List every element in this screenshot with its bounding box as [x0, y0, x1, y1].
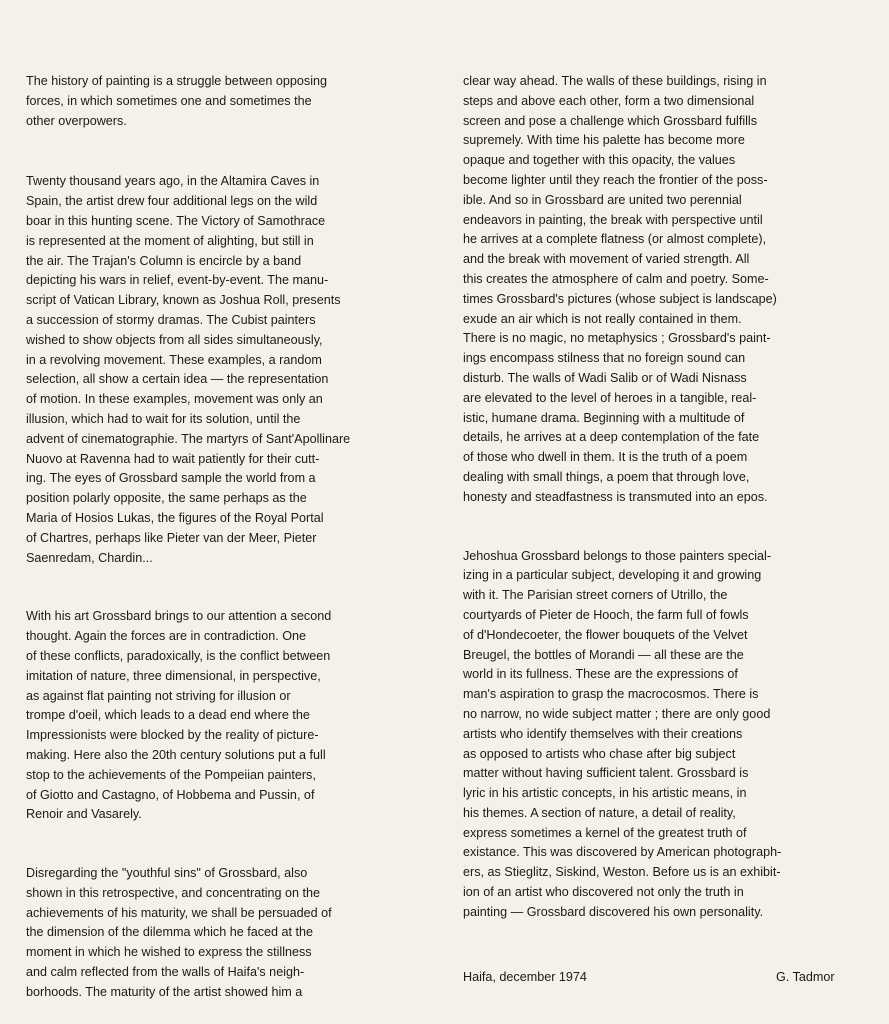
text-line: Impressionists were blocked by the reality of picture-	[26, 728, 319, 743]
text-line: screen and pose a challenge which Grossbard fulfills	[463, 113, 758, 128]
text-line: istic, humane drama. Beginning with a multitude of	[463, 410, 745, 425]
text-line: ion of an artist who discovered not only the truth in	[463, 885, 744, 900]
left-column	[26, 72, 416, 1003]
author-signature: G. Tadmor	[776, 970, 835, 984]
text-line: of those who dwell in them. It is the truth of a poem	[463, 450, 748, 465]
text-line: imitation of nature, three dimensional, in perspective,	[26, 668, 321, 683]
text-line: Saenredam, Chardin...	[26, 550, 153, 565]
text-line: Twenty thousand years ago, in the Altamira Caves in	[26, 174, 320, 189]
text-line: lyric in his artistic concepts, in his artistic means, in	[463, 786, 747, 801]
text-line: matter without having sufficient talent. Grossbard is	[463, 766, 749, 781]
text-line: Renoir and Vasarely.	[26, 807, 142, 822]
text-line: wished to show objects from all sides simultaneously,	[26, 332, 323, 347]
paragraph	[26, 72, 416, 131]
paragraph	[26, 607, 416, 825]
text-line: other overpowers.	[26, 113, 127, 128]
text-line: advent of cinematographie. The martyrs of Sant'Apollinare	[26, 431, 351, 446]
text-line: thought. Again the forces are in contradiction. One	[26, 629, 307, 644]
text-line: express sometimes a kernel of the greatest truth of	[463, 825, 747, 840]
text-line: exude an air which is not really contained in them.	[463, 311, 742, 326]
text-line: no narrow, no wide subject matter ; there are only good	[463, 706, 771, 721]
text-line: selection, all show a certain idea — the representation	[26, 372, 329, 387]
paragraph-spacer	[26, 825, 416, 864]
text-line: of d'Hondecoeter, the flower bouquets of the Velvet	[463, 627, 748, 642]
text-line: courtyards of Pieter de Hooch, the farm full of fowls	[463, 607, 749, 622]
text-line: trompe d'oeil, which leads to a dead end where the	[26, 708, 310, 723]
right-column	[463, 72, 858, 923]
paragraph	[463, 547, 858, 923]
text-line: of motion. In these examples, movement was only an	[26, 392, 323, 407]
text-line: painting — Grossbard discovered his own personality.	[463, 904, 764, 919]
text-line: illusion, which had to wait for its solution, until the	[26, 411, 301, 426]
text-line: forces, in which sometimes one and sometimes the	[26, 93, 312, 108]
text-line: and the break with movement of varied strength. All	[463, 252, 750, 267]
text-line: shown in this retrospective, and concentrating on the	[26, 885, 321, 900]
text-line: endeavors in painting, the break with perspective until	[463, 212, 763, 227]
text-line: in a revolving movement. These examples, a random	[26, 352, 322, 367]
text-line: Breugel, the bottles of Morandi — all these are the	[463, 647, 744, 662]
text-line: moment in which he wished to express the stillness	[26, 945, 312, 960]
text-line: as against flat painting not striving for illusion or	[26, 688, 291, 703]
paragraph-spacer	[26, 568, 416, 607]
text-line: times Grossbard's pictures (whose subject is landscape)	[463, 291, 777, 306]
text-line: Maria of Hosios Lukas, the figures of the Royal Portal	[26, 510, 324, 525]
text-line: ing. The eyes of Grossbard sample the world from a	[26, 471, 316, 486]
text-line: borhoods. The maturity of the artist showed him a	[26, 984, 303, 999]
paragraph	[463, 72, 858, 508]
text-line: There is no magic, no metaphysics ; Grossbard's paint-	[463, 331, 771, 346]
paragraph-spacer	[463, 508, 858, 547]
text-line: stop to the achievements of the Pompeiian painters,	[26, 767, 316, 782]
text-line: he arrives at a complete flatness (or almost complete),	[463, 232, 767, 247]
text-line: dealing with small things, a poem that through love,	[463, 469, 750, 484]
text-line: With his art Grossbard brings to our attention a second	[26, 609, 332, 624]
text-line: are elevated to the level of heroes in a tangible, real-	[463, 390, 757, 405]
text-line: ers, as Stieglitz, Siskind, Weston. Before us is an exhibit-	[463, 865, 781, 880]
text-line: clear way ahead. The walls of these buildings, rising in	[463, 74, 767, 88]
text-line: the air. The Trajan's Column is encircle by a band	[26, 253, 302, 268]
text-line: this creates the atmosphere of calm and poetry. Some-	[463, 271, 769, 286]
text-line: disturb. The walls of Wadi Salib or of Wadi Nisnass	[463, 370, 747, 385]
text-line: ings encompass stilness that no foreign sound can	[463, 351, 746, 366]
text-line: as opposed to artists who chase after big subject	[463, 746, 736, 761]
text-line: artists who identify themselves with their creations	[463, 726, 743, 741]
text-line: ible. And so in Grossbard are united two perennial	[463, 192, 742, 207]
text-line: achievements of his maturity, we shall be persuaded of	[26, 905, 332, 920]
text-line: his themes. A section of nature, a detail of reality,	[463, 805, 736, 820]
text-line: script of Vatican Library, known as Joshua Roll, presents	[26, 293, 341, 308]
text-line: of Chartres, perhaps like Pieter van der Meer, Pieter	[26, 530, 317, 545]
text-line: izing in a particular subject, developing it and growing	[463, 568, 762, 583]
text-line: Spain, the artist drew four additional legs on the wild	[26, 194, 318, 209]
text-line: The history of painting is a struggle between opposing	[26, 74, 328, 88]
text-line: honesty and steadfastness is transmuted into an epos.	[463, 489, 768, 504]
text-line: of Giotto and Castagno, of Hobbema and Pussin, of	[26, 787, 315, 802]
text-line: making. Here also the 20th century solutions put a full	[26, 747, 326, 762]
text-line: the dimension of the dilemma which he faced at the	[26, 925, 314, 940]
paragraph	[26, 864, 416, 1003]
text-line: Disregarding the "youthful sins" of Grossbard, also	[26, 866, 308, 881]
text-line: existance. This was discovered by American photograph-	[463, 845, 782, 860]
text-line: with it. The Parisian street corners of Utrillo, the	[463, 588, 728, 603]
text-line: position polarly opposite, the same perhaps as the	[26, 491, 307, 506]
text-line: and calm reflected from the walls of Haifa's neigh-	[26, 965, 305, 980]
text-line: Jehoshua Grossbard belongs to those painters special-	[463, 548, 772, 563]
text-line: is represented at the moment of alighting, but still in	[26, 233, 314, 248]
text-line: world in its fullness. These are the expressions of	[463, 667, 738, 682]
paragraph-spacer	[26, 131, 416, 172]
text-line: become lighter until they reach the frontier of the poss-	[463, 172, 768, 187]
text-line: depicting his wars in relief, event-by-event. The manu-	[26, 273, 329, 288]
text-line: boar in this hunting scene. The Victory of Samothrace	[26, 213, 326, 228]
text-line: a succession of stormy dramas. The Cubist painters	[26, 312, 316, 327]
text-line: supremely. With time his palette has become more	[463, 133, 745, 148]
text-line: opaque and together with this opacity, the values	[463, 153, 736, 168]
text-line: man's aspiration to grasp the macrocosmos. There is	[463, 687, 759, 702]
text-line: steps and above each other, form a two dimensional	[463, 93, 755, 108]
paragraph	[26, 172, 416, 568]
place-date: Haifa, december 1974	[463, 970, 587, 984]
text-line: Nuovo at Ravenna had to wait patiently for their cutt-	[26, 451, 320, 466]
text-line: details, he arrives at a deep contemplation of the fate	[463, 430, 760, 445]
text-line: of these conflicts, paradoxically, is the conflict between	[26, 648, 331, 663]
